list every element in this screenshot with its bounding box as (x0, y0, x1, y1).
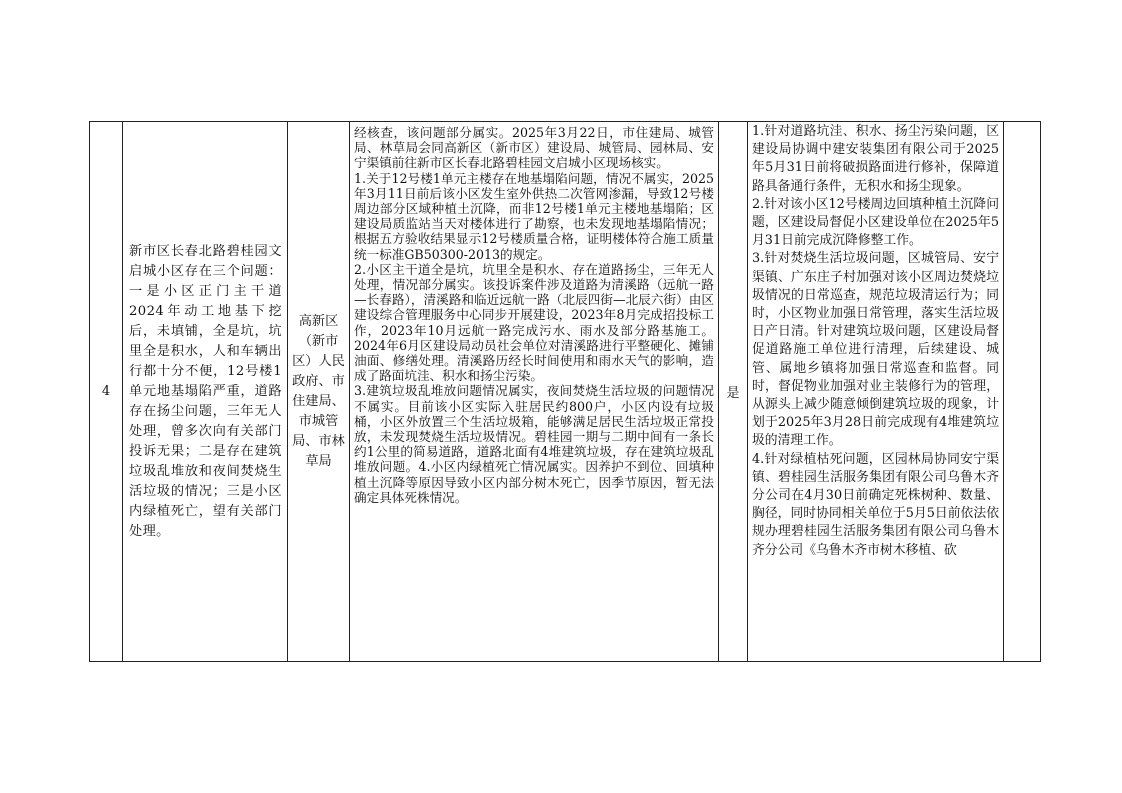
issue-cell (123, 122, 288, 662)
issue-text: 新市区长春北路碧桂园文启城小区存在三个问题：一是小区正门主干道2024年动工地基下挖后，未填铺，全是坑，坑里全是积水，人和车辆出行都十分不便，12号楼1单元地基塌陷严重，道路存在扬尘问题，三年无人处理，曾多次向有关部门投诉无果；二是存在建筑垃圾乱堆放和夜间焚烧生活垃圾的情况；三是小区内绿植死亡，望有关部门处理。 (129, 243, 282, 539)
measure-paragraph: 3.针对焚烧生活垃圾问题，区城管局、安宁渠镇、广东庄子村加强对该小区周边焚烧垃圾情况的日常巡查，规范垃圾清运行为；同时，小区物业加强日常管理，落实生活垃圾日产日清。针对建筑垃圾问题，区建设局督促道路施工单位进行清理，后续建设、城管、属地乡镇将加强日常巡查和监督。同时，督促物业加强对业主装修行为的管理，从源头上减少随意倾倒建筑垃圾的现象，计划于2025年3月28日前完成现有4堆建筑垃圾的清理工作。 (752, 251, 999, 449)
findings-paragraph: 1.关于12号楼1单元主楼存在地基塌陷问题，情况不属实，2025年3月11日前后该小区发生室外供热二次管网渗漏，导致12号楼周边部分区域种植土沉降，而非12号楼1单元主楼地基塌陷；区建设局质监站当天对楼体进行了勘察，也未发现地基塌陷情况；根据五方验收结果显示12号楼质量合格，证明楼体符合施工质量统一标准GB50300-2013的规定。 (354, 170, 714, 262)
row-number: 4 (101, 384, 111, 399)
findings-paragraph: 经核查，该问题部分属实。2025年3月22日，市住建局、城管局、林草局会同高新区（新市区）建设局、城管局、园林局、安宁渠镇前往新市区长春北路碧桂园文启城小区现场核实。 (354, 125, 714, 171)
measure-paragraph: 2.针对该小区12号楼周边回填种植土沉降问题，区建设局督促小区建设单位在2025年5月31日前完成沉降修整工作。 (752, 196, 999, 249)
case-table (89, 121, 1041, 662)
measure-paragraph: 4.针对绿植枯死问题，区园林局协同安宁渠镇、碧桂园生活服务集团有限公司乌鲁木齐分公司在4月30日前确定死株树种、数量、胸径，同时协同相关单位于5月5日前依法依规办理碧桂园生活服务集团有限公司乌鲁木齐分公司《乌鲁木齐市树木移植、砍 (752, 451, 999, 558)
measures-text (748, 122, 1003, 560)
measure-paragraph: 1.针对道路坑洼、积水、扬尘污染问题，区建设局协调中建安装集团有限公司于2025年5月31日前将破损路面进行修补，保障道路具备通行条件，无积水和扬尘现象。 (752, 124, 999, 194)
table-row (90, 122, 1041, 662)
findings-paragraph: 3.建筑垃圾乱堆放问题情况属实，夜间焚烧生活垃圾的问题情况不属实。目前该小区实际入驻居民约800户，小区内设有垃圾桶，小区外放置三个生活垃圾箱，能够满足居民生活垃圾正常投放，未发现焚烧生活垃圾情况。碧桂园一期与二期中间有一条长约1公里的简易道路，道路北面有4堆建筑垃圾，存在建筑垃圾乱堆放问题。4.小区内绿植死亡情况属实。因养护不到位、回填种植土沉降等原因导致小区内部分树木死亡，因季节原因，暂无法确定具体死株情况。 (354, 383, 714, 505)
measures-cell (748, 122, 1004, 662)
is-valid-cell (719, 122, 748, 662)
findings-cell (350, 122, 719, 662)
findings-text (350, 122, 718, 507)
responsible-unit: 高新区（新市区）人民政府、市住建局、市城管局、市林草局 (292, 313, 345, 469)
last-column-cell (1004, 122, 1041, 662)
responsible-unit-cell (288, 122, 350, 662)
is-valid: 是 (726, 386, 740, 401)
findings-paragraph: 2.小区主干道全是坑，坑里全是积水、存在道路扬尘，三年无人处理，情况部分属实。该投诉案件涉及道路为清溪路（远航一路—长春路），清溪路和临近远航一路（北辰四街—北辰六街）由区建设综合管理服务中心同步开展建设，2023年8月完成招投标工作，2023年10月远航一路完成污水、雨水及部分路基施工。2024年6月区建设局动员社会单位对清溪路进行平整硬化、摊铺油面、修缮处理。清溪路历经长时间使用和雨水天气的影响，造成了路面坑洼、积水和扬尘污染。 (354, 261, 714, 384)
row-number-cell (90, 122, 123, 662)
